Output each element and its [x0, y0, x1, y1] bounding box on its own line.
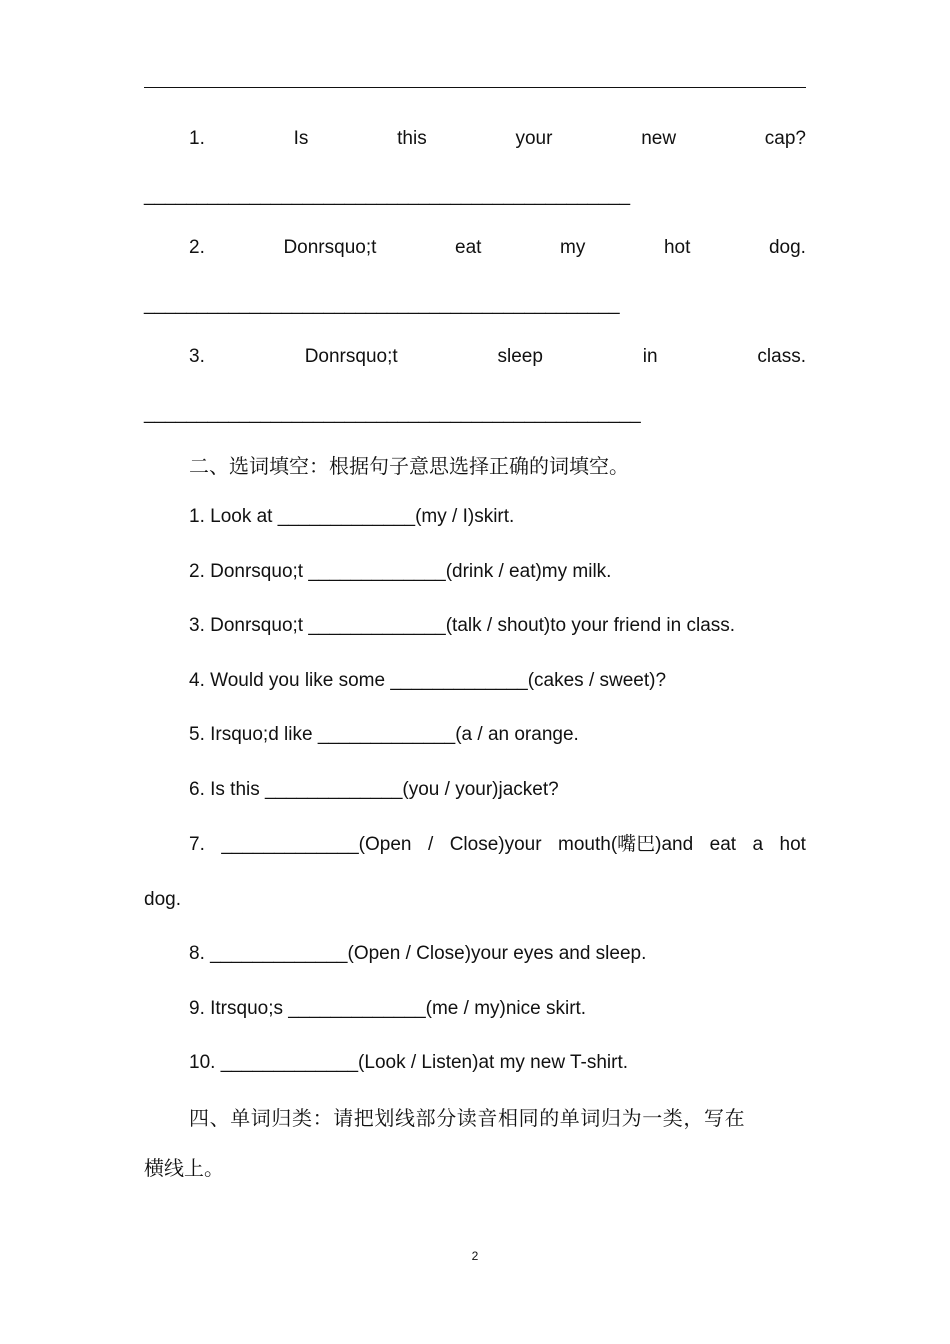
- rewrite-item-3-word: Donrsquo;t: [304, 346, 398, 367]
- top-answer-line: [144, 87, 806, 88]
- rewrite-item-2-answer-line: _____________________________________________: [144, 294, 620, 315]
- rewrite-item-2-word: dog.: [768, 237, 806, 258]
- fill-item-5: 5. Irsquo;d like _____________(a / an orange.: [189, 724, 579, 745]
- rewrite-item-1-word: this: [397, 128, 427, 149]
- rewrite-item-1-word: your: [515, 128, 553, 149]
- fill-item-7-word: mouth(嘴巴)and: [558, 834, 694, 855]
- fill-item-4: 4. Would you like some _____________(cakes / sweet)?: [189, 670, 667, 691]
- fill-item-6: 6. Is this _____________(you / your)jacket?: [189, 779, 559, 800]
- rewrite-item-3-word: in: [642, 346, 658, 367]
- fill-item-7: [189, 833, 806, 857]
- fill-item-7-word: Close)your: [449, 834, 542, 855]
- section-four-heading: [189, 1105, 806, 1131]
- rewrite-item-3: [189, 345, 806, 369]
- rewrite-item-1-word: Is: [293, 128, 309, 149]
- section-four-heading-line1: 四、单词归类：请把划线部分读音相同的单词归为一类，写在: [189, 1106, 746, 1130]
- rewrite-item-3-word: class.: [757, 346, 806, 367]
- rewrite-item-1-answer-line: ______________________________________________: [144, 185, 631, 206]
- rewrite-item-2-word: 2.: [189, 237, 205, 258]
- fill-item-7-continuation: dog.: [144, 889, 181, 910]
- rewrite-item-3-word: 3.: [189, 346, 205, 367]
- rewrite-item-2-word: my: [560, 237, 586, 258]
- rewrite-item-1-word: new: [641, 128, 677, 149]
- page-number: 2: [471, 1249, 479, 1263]
- fill-item-1: 1. Look at _____________(my / I)skirt.: [189, 506, 515, 527]
- fill-item-9: 9. Itrsquo;s _____________(me / my)nice skirt.: [189, 998, 587, 1019]
- section-four-heading-line2: 横线上。: [144, 1156, 224, 1180]
- rewrite-item-2-word: hot: [663, 237, 691, 258]
- rewrite-item-3-word: sleep: [497, 346, 543, 367]
- fill-item-10: 10. _____________(Look / Listen)at my new T-shirt.: [189, 1052, 629, 1073]
- fill-item-2: 2. Donrsquo;t _____________(drink / eat)my milk.: [189, 561, 612, 582]
- rewrite-item-2-word: Donrsquo;t: [283, 237, 377, 258]
- fill-item-7-word: _____________(Open: [221, 834, 412, 855]
- rewrite-item-3-answer-line: _______________________________________________: [144, 403, 641, 424]
- fill-item-7-word: /: [427, 834, 434, 855]
- fill-item-8: 8. _____________(Open / Close)your eyes and sleep.: [189, 943, 647, 964]
- fill-item-7-word: a: [752, 834, 764, 855]
- rewrite-item-2-word: eat: [455, 237, 482, 258]
- section-two-heading: 二、选词填空：根据句子意思选择正确的词填空。: [189, 454, 629, 478]
- rewrite-item-1: [189, 127, 806, 151]
- rewrite-item-2: [189, 236, 806, 260]
- fill-item-7-word: 7.: [189, 834, 205, 855]
- fill-item-7-word: eat: [709, 834, 737, 855]
- fill-item-3: 3. Donrsquo;t _____________(talk / shout)to your friend in class.: [189, 615, 736, 636]
- rewrite-item-1-word: cap?: [764, 128, 806, 149]
- rewrite-item-1-word: 1.: [189, 128, 205, 149]
- fill-item-7-word: hot: [779, 834, 806, 855]
